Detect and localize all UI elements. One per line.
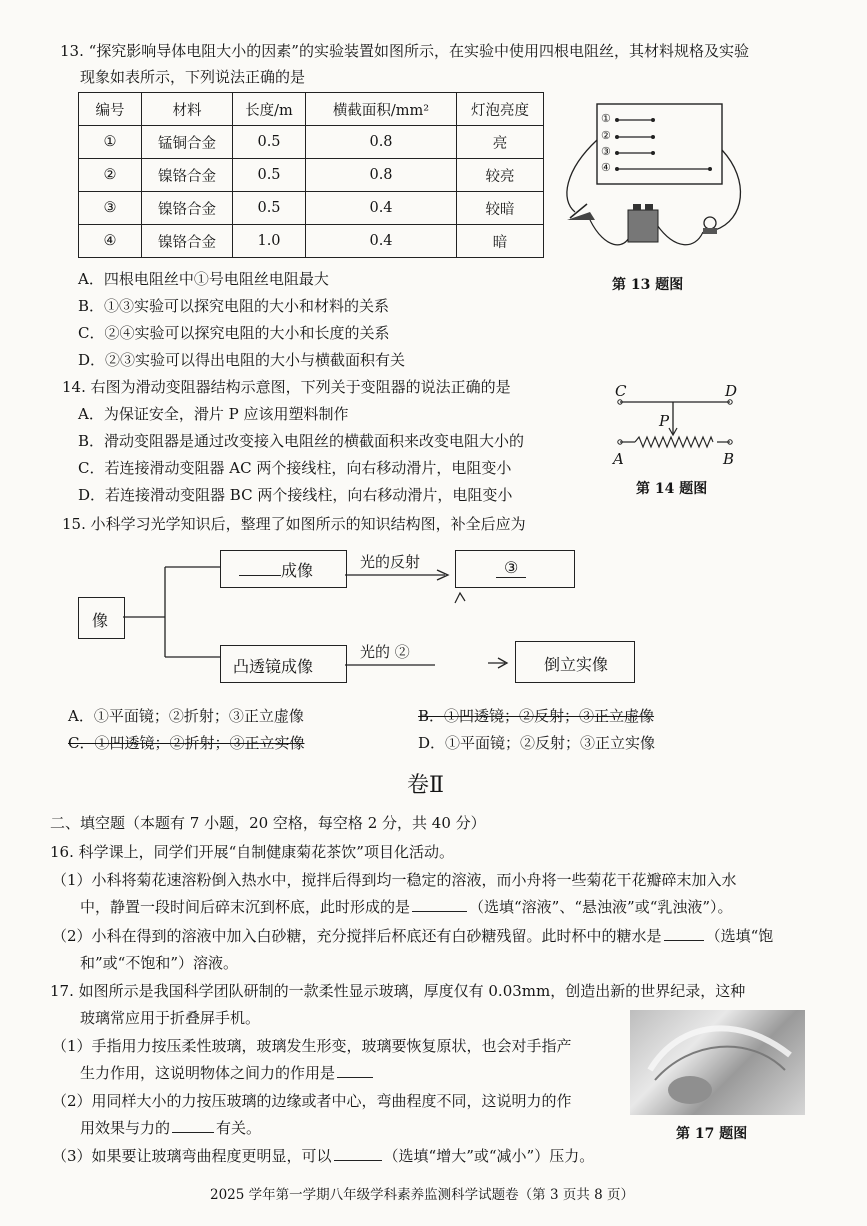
q17-part1-line2 bbox=[80, 1062, 373, 1084]
answer-blank[interactable] bbox=[337, 1077, 373, 1078]
q13-option-a: A．四根电阻丝中①号电阻丝电阻最大 bbox=[78, 270, 329, 288]
table-cell: 0.8 bbox=[306, 159, 457, 192]
answer-blank[interactable] bbox=[172, 1132, 214, 1133]
q16-part2-text: （2）小科在得到的溶液中加入白砂糖，充分搅拌后杯底还有白砂糖残留。此时杯中的糖水是 bbox=[52, 927, 662, 945]
bottom-result-box bbox=[515, 641, 635, 683]
top-box bbox=[220, 550, 347, 588]
bottom-arrow-label: 光的 ② bbox=[360, 643, 410, 661]
q15-knowledge-map bbox=[70, 545, 690, 695]
section-heading: 二、填空题（本题有 7 小题，20 空格，每空格 2 分，共 40 分） bbox=[50, 814, 486, 832]
q13-figure bbox=[545, 100, 760, 275]
table-row bbox=[79, 126, 544, 159]
q17-part3-tail: （选填“增大”或“减小”）压力。 bbox=[383, 1147, 595, 1165]
q17-part1-line1: （1）手指用力按压柔性玻璃，玻璃发生形变，玻璃要恢复原状，也会对手指产 bbox=[52, 1037, 572, 1055]
table-cell: 较亮 bbox=[457, 159, 544, 192]
q16-part2-tail: （选填“饱 bbox=[705, 927, 774, 945]
q15-stem: 15. 小科学习光学知识后，整理了如图所示的知识结构图，补全后应为 bbox=[62, 515, 526, 533]
circuit-diagram bbox=[545, 100, 760, 275]
q15-option-b: B．①凹透镜；②反射；③正立虚像 bbox=[418, 707, 655, 725]
terminal-a-label: A bbox=[613, 450, 624, 468]
root-label: 像 bbox=[92, 611, 109, 630]
q15-option-a: A．①平面镜；②折射；③正立虚像 bbox=[68, 707, 304, 725]
table-cell: 锰铜合金 bbox=[142, 126, 233, 159]
q16-part1-tail: （选填“溶液”、“悬浊液”或“乳浊液”）。 bbox=[469, 898, 733, 916]
q17-part3 bbox=[52, 1145, 594, 1167]
slider-p-label: P bbox=[659, 412, 670, 430]
answer-blank[interactable] bbox=[412, 911, 467, 912]
table-cell: 暗 bbox=[457, 225, 544, 258]
q16-part1-line2 bbox=[80, 896, 733, 918]
q13-option-b: B．①③实验可以探究电阻的大小和材料的关系 bbox=[78, 297, 390, 315]
q14-option-c: C．若连接滑动变阻器 AC 两个接线柱，向右移动滑片，电阻变小 bbox=[78, 459, 512, 477]
q17-part2-line2 bbox=[80, 1117, 261, 1139]
q17-figure-caption: 第 17 题图 bbox=[676, 1126, 748, 1142]
q14-figure-caption: 第 14 题图 bbox=[636, 481, 708, 497]
q14-figure bbox=[605, 382, 745, 472]
wire-label: ① bbox=[601, 112, 611, 125]
photo-illustration bbox=[630, 1010, 805, 1115]
top-result-box bbox=[455, 550, 575, 588]
top-box-label: 成像 bbox=[281, 561, 314, 580]
page-footer: 2025 学年第一学期八年级学科素养监测科学试题卷（第 3 页共 8 页） bbox=[210, 1187, 634, 1203]
table-cell: ② bbox=[79, 159, 142, 192]
q14-stem: 14. 右图为滑动变阻器结构示意图，下列关于变阻器的说法正确的是 bbox=[62, 378, 511, 396]
q16-stem: 16. 科学课上，同学们开展“自制健康菊花茶饮”项目化活动。 bbox=[50, 843, 454, 861]
table-cell: 1.0 bbox=[233, 225, 306, 258]
q17-part2-line1: （2）用同样大小的力按压玻璃的边缘或者中心，弯曲程度不同，这说明力的作 bbox=[52, 1092, 572, 1110]
table-row bbox=[79, 192, 544, 225]
table-cell: 镍铬合金 bbox=[142, 159, 233, 192]
q17-part2-tail: 有关。 bbox=[216, 1119, 262, 1137]
q17-part2-text: 用效果与力的 bbox=[80, 1119, 171, 1137]
table-cell: 0.8 bbox=[306, 126, 457, 159]
q16-part1-text: 中，静置一段时间后碎末沉到杯底，此时形成的是 bbox=[80, 898, 411, 916]
q13-stem-line1: 13. “探究影响导体电阻大小的因素”的实验装置如图所示，在实验中使用四根电阻丝，其材料规格及实验 bbox=[60, 42, 749, 60]
terminal-b-label: B bbox=[723, 450, 735, 468]
bottom-box bbox=[220, 645, 347, 683]
blank-3: ③ bbox=[496, 558, 526, 578]
table-cell: 镍铬合金 bbox=[142, 192, 233, 225]
table-cell: ③ bbox=[79, 192, 142, 225]
answer-blank[interactable] bbox=[664, 940, 704, 941]
table-cell: ① bbox=[79, 126, 142, 159]
table-header: 材料 bbox=[142, 93, 233, 126]
q14-option-d: D．若连接滑动变阻器 BC 两个接线柱，向右移动滑片，电阻变小 bbox=[78, 486, 513, 504]
q15-option-c: C．①凹透镜；②折射；③正立实像 bbox=[68, 734, 305, 752]
q13-spec-table bbox=[78, 92, 544, 258]
q15-option-d: D．①平面镜；②反射；③正立实像 bbox=[418, 734, 656, 752]
root-box bbox=[78, 597, 125, 639]
q13-figure-caption: 第 13 题图 bbox=[612, 277, 684, 293]
wire-label: ③ bbox=[601, 145, 611, 158]
q16-part2-line2: 和”或“不饱和”）溶液。 bbox=[80, 954, 239, 972]
terminal-c-label: C bbox=[615, 382, 627, 400]
table-header: 横截面积/mm² bbox=[306, 93, 457, 126]
q16-part2-line1 bbox=[52, 925, 773, 947]
q13-stem-line2: 现象如表所示，下列说法正确的是 bbox=[80, 68, 306, 86]
top-arrow-label: 光的反射 bbox=[360, 553, 421, 571]
table-cell: 0.5 bbox=[233, 192, 306, 225]
table-header: 编号 bbox=[79, 93, 142, 126]
table-cell: ④ bbox=[79, 225, 142, 258]
q14-option-a: A．为保证安全，滑片 P 应该用塑料制作 bbox=[78, 405, 349, 423]
blank-1 bbox=[239, 558, 313, 581]
flexible-glass-photo bbox=[630, 1010, 805, 1115]
answer-blank[interactable] bbox=[334, 1160, 382, 1161]
part-two-title: 卷Ⅱ bbox=[407, 773, 444, 798]
wire-label: ④ bbox=[601, 161, 611, 174]
table-header-row bbox=[79, 93, 544, 126]
wire-label: ② bbox=[601, 129, 611, 142]
q17-stem-line2: 玻璃常应用于折叠屏手机。 bbox=[80, 1009, 261, 1027]
bottom-result-label: 倒立实像 bbox=[544, 655, 609, 674]
table-header: 长度/m bbox=[233, 93, 306, 126]
table-cell: 0.5 bbox=[233, 126, 306, 159]
table-row bbox=[79, 225, 544, 258]
q17-stem-line1: 17. 如图所示是我国科学团队研制的一款柔性显示玻璃，厚度仅有 0.03mm，创造出新的世界纪录，这种 bbox=[50, 982, 746, 1000]
q13-option-c: C．②④实验可以探究电阻的大小和长度的关系 bbox=[78, 324, 390, 342]
table-row bbox=[79, 159, 544, 192]
table-cell: 较暗 bbox=[457, 192, 544, 225]
q16-part1-line1: （1）小科将菊花速溶粉倒入热水中，搅拌后得到均一稳定的溶液，而小舟将一些菊花干花瓣碎末加入水 bbox=[52, 871, 737, 889]
q14-option-b: B．滑动变阻器是通过改变接入电阻丝的横截面积来改变电阻大小的 bbox=[78, 432, 525, 450]
table-cell: 0.4 bbox=[306, 192, 457, 225]
table-cell: 亮 bbox=[457, 126, 544, 159]
table-cell: 镍铬合金 bbox=[142, 225, 233, 258]
table-header: 灯泡亮度 bbox=[457, 93, 544, 126]
q17-part1-text: 生力作用，这说明物体之间力的作用是 bbox=[80, 1064, 336, 1082]
q17-part3-text: （3）如果要让玻璃弯曲程度更明显，可以 bbox=[52, 1147, 332, 1165]
bottom-box-label: 凸透镜成像 bbox=[233, 657, 314, 676]
terminal-d-label: D bbox=[725, 382, 738, 400]
q13-option-d: D．②③实验可以得出电阻的大小与横截面积有关 bbox=[78, 351, 406, 369]
table-cell: 0.5 bbox=[233, 159, 306, 192]
table-cell: 0.4 bbox=[306, 225, 457, 258]
